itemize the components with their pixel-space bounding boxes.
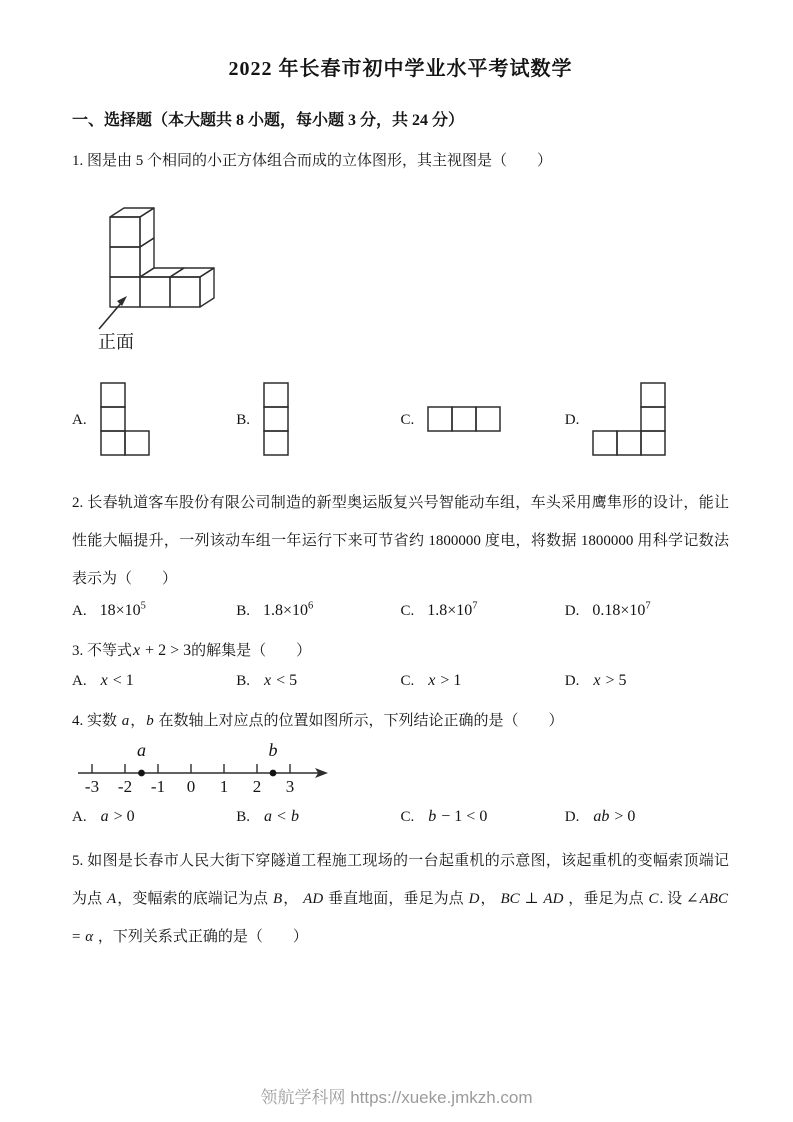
point-a-label: a <box>137 742 146 760</box>
cube-faces <box>110 208 214 307</box>
option-d <box>565 602 729 620</box>
option-a <box>72 672 236 690</box>
footer-site-name: 领航学科网 <box>260 1088 346 1107</box>
point-b-label: b <box>268 742 278 760</box>
cube-stack-figure <box>98 182 273 352</box>
option-a-label: A. <box>72 808 87 825</box>
option-b-diagram <box>263 382 291 458</box>
option-b-label: B. <box>236 602 251 619</box>
number-line-figure <box>72 742 340 798</box>
tick-label: -1 <box>150 777 166 796</box>
page-title: 2022 年长春市初中学业水平考试数学 <box>228 58 573 80</box>
question-3-options <box>72 672 729 690</box>
question-4 <box>72 706 729 826</box>
option-c-value: b − 1 < 0 <box>428 808 488 825</box>
option-a-value: a > 0 <box>100 808 135 825</box>
option-b <box>236 808 400 826</box>
question-3 <box>72 636 729 690</box>
option-a-label: A. <box>72 672 87 689</box>
option-b-label: B. <box>236 672 251 689</box>
option-d-value: x > 5 <box>593 672 627 689</box>
option-a-value: $18\times 10^5$ <box>99 600 146 619</box>
footer-link[interactable]: https://xueke.jmkzh.com <box>350 1088 533 1107</box>
point-b-dot <box>270 770 277 777</box>
tick-labels <box>85 777 294 796</box>
footer-watermark <box>0 1083 793 1108</box>
option-a-label: A. <box>72 411 87 428</box>
section-heading: 一、选择题（本大题共 8 小题，每小题 3 分，共 24 分） <box>72 112 465 129</box>
tick-label: 1 <box>219 777 229 796</box>
question-4-options <box>72 808 729 826</box>
option-b-label: B. <box>236 808 251 825</box>
tick-label: -2 <box>117 777 133 796</box>
question-3-prefix: 3. 不等式 <box>72 643 133 659</box>
tick-label: -3 <box>84 777 100 796</box>
option-d-label: D. <box>564 808 580 825</box>
option-d-label: D. <box>564 602 580 619</box>
question-2 <box>72 484 729 620</box>
front-arrow-icon <box>99 296 127 329</box>
option-a <box>72 382 236 458</box>
question-2-text: 2. 长春轨道客车股份有限公司制造的新型奥运版复兴号智能动车组，车头采用鹰隼形的设计，能让性能大幅提升，一列该动车组一年运行下来可节省约 1800000 度电，将数据 1800000 用科学记数法表示为（ ） <box>72 495 729 587</box>
option-c-value: x > 1 <box>428 672 462 689</box>
question-3-text <box>72 636 729 666</box>
question-1-options <box>72 382 729 458</box>
question-1-text: 1. 图是由 5 个相同的小正方体组合而成的立体图形，其主视图是（ ） <box>72 153 553 169</box>
option-d <box>565 808 729 826</box>
point-a-dot <box>138 770 145 777</box>
question-5 <box>72 842 729 956</box>
question-2-options <box>72 602 729 620</box>
option-b <box>236 672 400 690</box>
tick-label: 3 <box>285 777 295 796</box>
option-c <box>401 672 565 690</box>
option-a-diagram <box>100 382 152 458</box>
option-c <box>401 602 565 620</box>
tick-label: 2 <box>252 777 262 796</box>
question-3-suffix: 的解集是（ ） <box>191 643 312 659</box>
option-d-value: ab > 0 <box>593 808 636 825</box>
option-c-label: C. <box>400 411 415 428</box>
option-b-value: a < b <box>264 808 300 825</box>
option-d-label: D. <box>564 672 580 689</box>
option-c-label: C. <box>400 602 415 619</box>
option-c-label: C. <box>400 808 415 825</box>
tick-label: 0 <box>186 777 196 796</box>
option-a-value: x < 1 <box>100 672 134 689</box>
option-c-value: $1.8\times 10^7$ <box>427 600 478 619</box>
question-3-inline-math: x + 2 > 3 <box>133 642 192 659</box>
option-d-label: D. <box>564 411 580 428</box>
option-a <box>72 808 236 826</box>
tick-marks <box>92 764 290 773</box>
option-c-diagram <box>427 406 503 434</box>
option-a <box>72 602 236 620</box>
question-4-text: 4. 实数 a，b 在数轴上对应点的位置如图所示，下列结论正确的是（ ） <box>72 713 564 729</box>
question-1 <box>72 146 729 458</box>
option-b <box>236 602 400 620</box>
option-b-value: x < 5 <box>264 672 298 689</box>
option-c <box>401 382 565 458</box>
option-d <box>565 672 729 690</box>
question-5-text: 5. 如图是长春市人民大街下穿隧道工程施工现场的一台起重机的示意图，该起重机的变幅索顶端记为点 A，变幅索的底端记为点 B， AD 垂直地面，垂足为点 D， BC ⊥ AD ，垂足为点 C. 设 ∠ABC = α ，下列关系式正确的是（ ） <box>72 853 729 945</box>
option-b <box>236 382 400 458</box>
front-face-label: 正面 <box>98 332 134 352</box>
option-c-label: C. <box>400 672 415 689</box>
option-d-value: $0.18\times 10^7$ <box>592 600 651 619</box>
option-d <box>565 382 729 458</box>
option-a-label: A. <box>72 602 87 619</box>
option-b-value: $1.8\times 10^6$ <box>263 600 314 619</box>
option-d-diagram <box>592 382 668 458</box>
option-c <box>401 808 565 826</box>
option-b-label: B. <box>236 411 251 428</box>
